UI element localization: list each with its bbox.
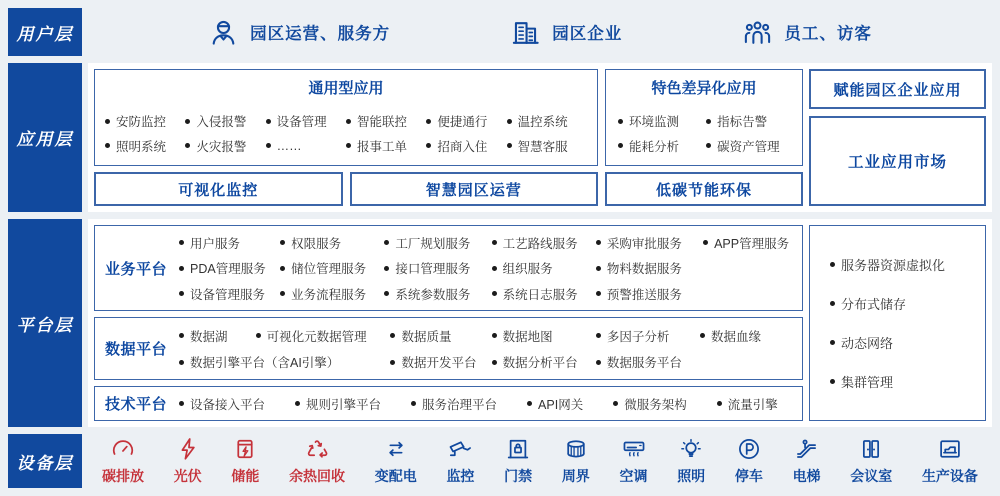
service-item: 采购审批服务 [596, 234, 703, 252]
recycle-icon [304, 436, 330, 462]
device-label: 门禁 [504, 468, 533, 484]
user-group-enterprises [510, 17, 622, 48]
service-item: 报事工单 [346, 137, 426, 155]
business-platform-box [94, 225, 803, 311]
bullet-dot [596, 240, 601, 245]
tech-platform-box [94, 386, 803, 421]
service-item: 数据引擎平台（含AI引擎） [179, 353, 390, 371]
worker-icon [208, 17, 239, 48]
service-item [703, 259, 792, 277]
bullet-dot [346, 143, 351, 148]
bullet-dot [703, 240, 708, 245]
service-item: 温控系统 [507, 112, 587, 130]
infrastructure-box [809, 225, 986, 421]
bullet-dot [179, 401, 184, 406]
bullet-dot [700, 333, 705, 338]
service-item: 指标告警 [706, 112, 790, 130]
device-item-elevator [793, 436, 821, 486]
user-group-label: 园区运营、服务方 [250, 25, 391, 43]
bullet-dot [492, 333, 497, 338]
device-label: 电梯 [792, 468, 821, 484]
service-item: 物料数据服务 [596, 259, 703, 277]
bullet-dot [266, 119, 271, 124]
device-item-access-control [504, 436, 532, 486]
service-item: PDA管理服务 [179, 259, 280, 277]
service-item: 数据分析平台 [492, 353, 596, 371]
service-item: 智能联控 [346, 112, 426, 130]
bullet-dot [384, 266, 389, 271]
bullet-dot [492, 360, 497, 365]
service-item: 碳资产管理 [706, 137, 790, 155]
bullet-dot [280, 240, 285, 245]
business-services-row [179, 259, 792, 277]
bullet-dot [596, 266, 601, 271]
tech-platform-title: 技术平台 [105, 396, 168, 414]
service-item: 分布式储存 [830, 294, 985, 313]
bullet-dot [492, 266, 497, 271]
device-item-production-equipment [922, 436, 978, 486]
transfer-arrows-icon [383, 436, 409, 462]
service-item: 系统日志服务 [492, 285, 596, 303]
service-item: 能耗分析 [618, 137, 706, 155]
business-platform-title: 业务平台 [105, 260, 168, 278]
service-item: 动态网络 [830, 333, 985, 352]
visual-monitoring-box: 可视化监控 [94, 172, 343, 206]
service-item: 多因子分析 [596, 327, 700, 345]
bullet-dot [384, 240, 389, 245]
data-platform-box [94, 317, 803, 380]
service-item: 设备管理服务 [179, 285, 280, 303]
service-item: 流量引擎 [717, 395, 778, 413]
platform-layer-row [8, 219, 992, 427]
production-equipment-icon [937, 436, 963, 462]
general-apps-box [94, 69, 598, 166]
bullet-dot [280, 291, 285, 296]
bullet-dot [411, 401, 416, 406]
bullet-dot [492, 240, 497, 245]
service-item: …… [266, 137, 346, 155]
device-layer-label: 设备层 [8, 434, 82, 488]
service-item: 数据服务平台 [596, 353, 792, 371]
bullet-dot [179, 240, 184, 245]
platform-layer-panel [88, 219, 992, 427]
bullet-dot [507, 143, 512, 148]
bullet-dot [179, 291, 184, 296]
service-item: 数据地图 [492, 327, 596, 345]
service-item: 规则引擎平台 [295, 395, 381, 413]
service-item: 安防监控 [105, 112, 185, 130]
service-item: 智慧客服 [507, 137, 587, 155]
bullet-dot [426, 119, 431, 124]
service-item: 系统参数服务 [384, 285, 491, 303]
gauge-icon [110, 436, 136, 462]
service-item: 微服务架构 [613, 395, 687, 413]
building-icon [510, 17, 541, 48]
service-item: 火灾报警 [185, 137, 265, 155]
user-group-label: 员工、访客 [784, 25, 872, 43]
lightning-icon [175, 436, 201, 462]
bullet-dot [830, 340, 835, 345]
bullet-dot [105, 143, 110, 148]
service-item: 服务治理平台 [411, 395, 497, 413]
user-group-operators [208, 17, 390, 48]
user-layer-row [8, 8, 992, 56]
device-item-power-distribution [375, 436, 417, 486]
application-layer-row [8, 63, 992, 212]
bullet-dot [830, 262, 835, 267]
service-item: 入侵报警 [185, 112, 265, 130]
device-item-carbon-emission [102, 436, 144, 486]
device-item-hvac [620, 436, 648, 486]
escalator-icon [794, 436, 820, 462]
service-item: 环境监测 [618, 112, 706, 130]
bullet-dot [706, 143, 711, 148]
general-apps-row [105, 137, 587, 155]
user-group-label: 园区企业 [552, 25, 623, 43]
smart-park-operation-box: 智慧园区运营 [350, 172, 599, 206]
bullet-dot [426, 143, 431, 148]
device-item-waste-heat-recovery [289, 436, 345, 486]
bullet-dot [179, 266, 184, 271]
data-services-row [179, 327, 792, 345]
service-item: 预警推送服务 [596, 285, 703, 303]
device-label: 空调 [619, 468, 648, 484]
user-group-staff-visitors [742, 17, 872, 48]
service-item: 组织服务 [492, 259, 596, 277]
bullet-dot [185, 119, 190, 124]
battery-storage-icon [232, 436, 258, 462]
bullet-dot [492, 291, 497, 296]
low-carbon-box: 低碳节能环保 [605, 172, 803, 206]
platform-layer-label: 平台层 [8, 219, 82, 427]
parking-icon [736, 436, 762, 462]
device-layer-row [8, 434, 992, 488]
device-item-meeting-room [850, 436, 892, 486]
bullet-dot [179, 333, 184, 338]
bullet-dot [280, 266, 285, 271]
device-label: 储能 [231, 468, 260, 484]
device-label: 周界 [561, 468, 590, 484]
bullet-dot [346, 119, 351, 124]
device-label: 停车 [734, 468, 763, 484]
service-item: 便捷通行 [426, 112, 506, 130]
device-label: 监控 [446, 468, 475, 484]
bullet-dot [256, 333, 261, 338]
bullet-dot [179, 360, 184, 365]
business-services-row [179, 234, 792, 252]
bullet-dot [507, 119, 512, 124]
device-label: 余热回收 [289, 468, 346, 484]
application-layer-panel [88, 63, 992, 212]
service-item: 招商入住 [426, 137, 506, 155]
empower-enterprise-apps-box: 赋能园区企业应用 [809, 69, 986, 109]
device-label: 光伏 [173, 468, 202, 484]
featured-apps-title: 特色差异化应用 [651, 80, 757, 97]
service-item: APP管理服务 [703, 234, 792, 252]
device-label: 碳排放 [102, 468, 144, 484]
service-item: 权限服务 [280, 234, 384, 252]
featured-apps-box [605, 69, 803, 166]
data-services-row [179, 353, 792, 371]
general-apps-title: 通用型应用 [308, 80, 384, 97]
industrial-app-market-box: 工业应用市场 [809, 116, 986, 206]
door-lock-icon [505, 436, 531, 462]
service-item: 工厂规划服务 [384, 234, 491, 252]
service-item: 服务器资源虚拟化 [830, 255, 985, 274]
device-label: 照明 [677, 468, 706, 484]
bullet-dot [390, 360, 395, 365]
bullet-dot [596, 291, 601, 296]
service-item: 用户服务 [179, 234, 280, 252]
bullet-dot [618, 143, 623, 148]
bullet-dot [596, 360, 601, 365]
user-layer-label: 用户层 [8, 8, 82, 56]
people-icon [742, 17, 773, 48]
device-item-surveillance [446, 436, 474, 486]
bullet-dot [266, 143, 271, 148]
bullet-dot [527, 401, 532, 406]
device-label: 生产设备 [921, 468, 978, 484]
service-item: 集群管理 [830, 372, 985, 391]
meeting-room-icon [858, 436, 884, 462]
service-item: 工艺路线服务 [492, 234, 596, 252]
featured-apps-row [618, 112, 790, 130]
device-item-parking [735, 436, 763, 486]
data-platform-title: 数据平台 [105, 341, 168, 359]
device-item-lighting [677, 436, 705, 486]
light-bulb-icon [678, 436, 704, 462]
tech-services-row [179, 395, 792, 413]
device-layer-content [88, 434, 992, 488]
device-item-perimeter [562, 436, 590, 486]
service-item: 接口管理服务 [384, 259, 491, 277]
user-layer-content [88, 8, 992, 56]
device-label: 变配电 [374, 468, 417, 484]
application-layer-label: 应用层 [8, 63, 82, 212]
business-services-row [179, 285, 792, 303]
device-item-solar-pv [174, 436, 202, 486]
service-item [703, 285, 792, 303]
bullet-dot [384, 291, 389, 296]
bullet-dot [105, 119, 110, 124]
service-item: 设备接入平台 [179, 395, 265, 413]
bullet-dot [295, 401, 300, 406]
service-item: 数据质量 [390, 327, 491, 345]
featured-apps-row [618, 137, 790, 155]
device-label: 会议室 [850, 468, 893, 484]
service-item: 数据开发平台 [390, 353, 491, 371]
bullet-dot [717, 401, 722, 406]
bullet-dot [185, 143, 190, 148]
service-item: 设备管理 [266, 112, 346, 130]
bullet-dot [390, 333, 395, 338]
bullet-dot [830, 379, 835, 384]
service-item: 数据血缘 [700, 327, 792, 345]
service-item: 可视化元数据管理 [256, 327, 391, 345]
cctv-camera-icon [447, 436, 473, 462]
bullet-dot [830, 301, 835, 306]
general-apps-row [105, 112, 587, 130]
perimeter-drum-icon [563, 436, 589, 462]
bullet-dot [613, 401, 618, 406]
service-item: 照明系统 [105, 137, 185, 155]
bullet-dot [706, 119, 711, 124]
air-conditioner-icon [621, 436, 647, 462]
bullet-dot [618, 119, 623, 124]
bullet-dot [596, 333, 601, 338]
service-item: 业务流程服务 [280, 285, 384, 303]
service-item: API网关 [527, 395, 583, 413]
service-item: 数据湖 [179, 327, 256, 345]
device-item-energy-storage [231, 436, 259, 486]
service-item: 储位管理服务 [280, 259, 384, 277]
